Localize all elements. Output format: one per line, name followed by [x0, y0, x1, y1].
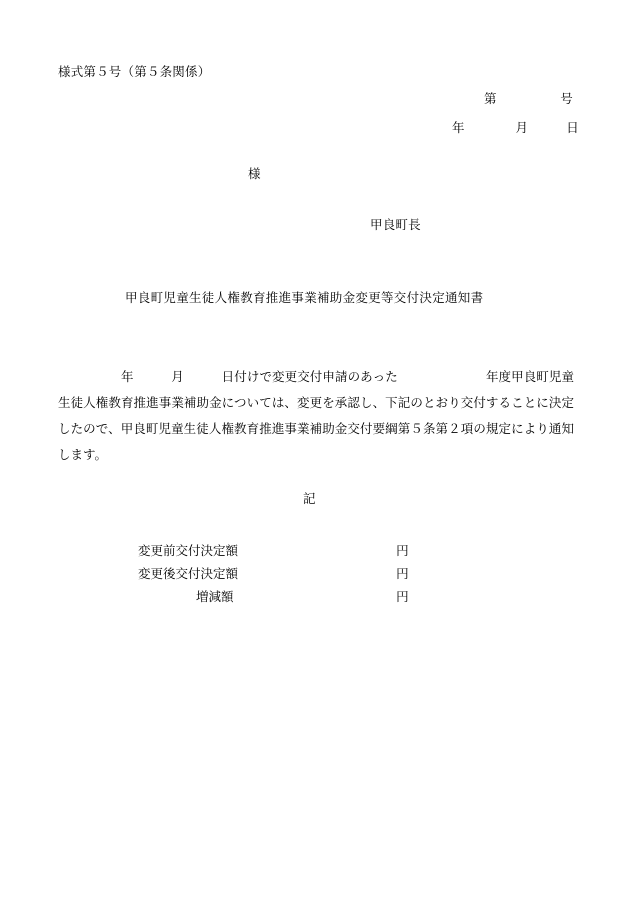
body-paragraph: 年 月 日付けで変更交付申請のあった 年度甲良町児童生徒人権教育推進事業補助金については、変更を承認し、下記のとおり交付することに決定したので、甲良町児童生徒人権教育推進事業補助金交付要綱第５条第２項の規定により通知します。	[58, 370, 574, 462]
date-line: 年 月 日	[452, 121, 580, 135]
amount-label: 増減額	[196, 590, 234, 604]
amount-unit: 円	[396, 567, 409, 581]
amount-unit: 円	[396, 544, 409, 558]
document-number-line: 第 号	[484, 92, 573, 106]
amount-label: 変更前交付決定額	[138, 544, 239, 558]
table-row	[110, 541, 470, 564]
document-title: 甲良町児童生徒人権教育推進事業補助金変更等交付決定通知書	[125, 291, 484, 305]
body-text-block	[58, 364, 574, 468]
form-number: 様式第５号（第５条関係）	[58, 65, 211, 79]
table-row	[110, 564, 470, 587]
amount-unit: 円	[396, 590, 409, 604]
amount-label: 変更後交付決定額	[138, 567, 239, 581]
addressee-line: 様	[248, 167, 261, 181]
amount-table	[110, 541, 470, 610]
table-row	[110, 587, 470, 610]
ki-marker: 記	[303, 492, 316, 506]
issuer-line: 甲良町長	[370, 218, 421, 232]
